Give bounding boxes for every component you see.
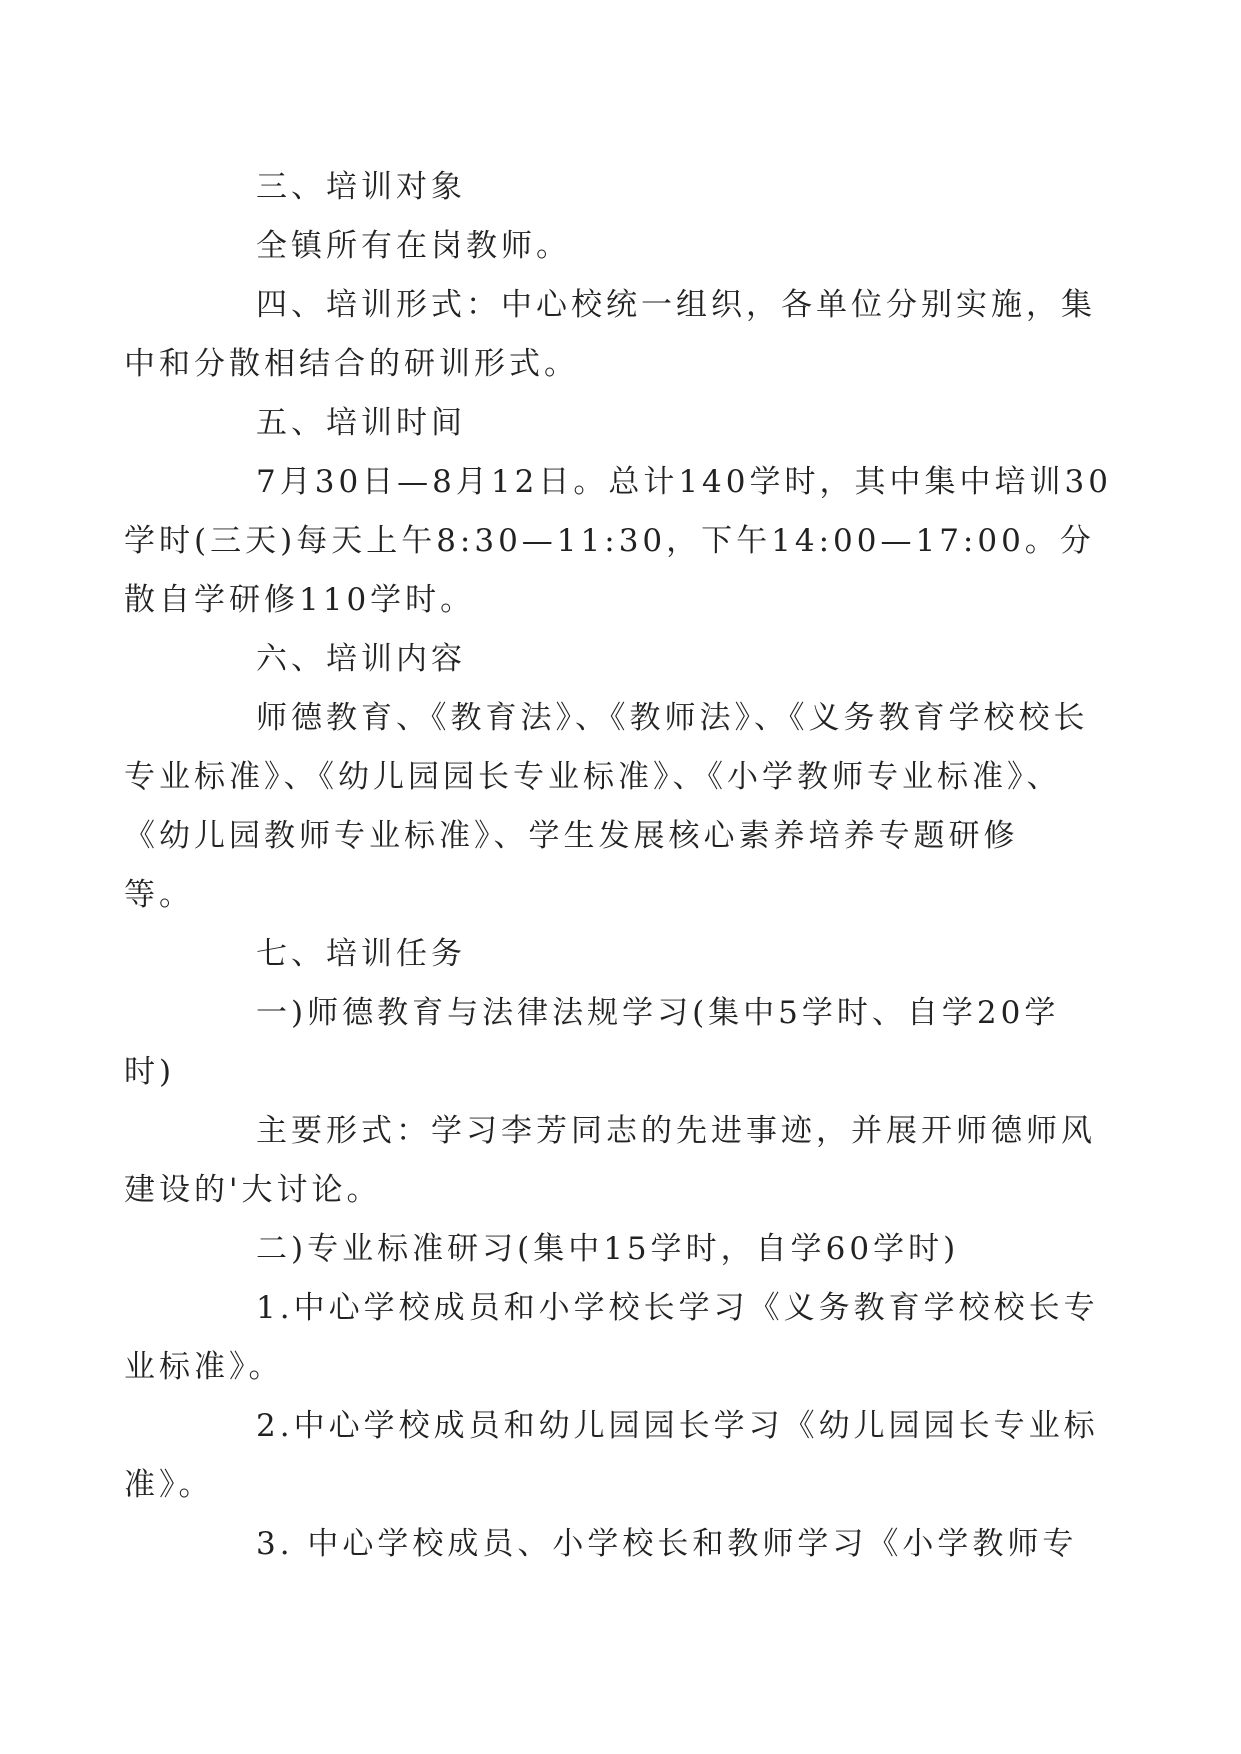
heading-training-content	[190, 630, 1060, 689]
text-line: 2.中心学校成员和幼儿园园长学习《幼儿园园长专业标	[256, 1408, 1099, 1444]
text-line: 学时(三天)每天上午8:30—11:30，下午14:00—17:00。分	[124, 523, 1095, 559]
text-line: 《幼儿园教师专业标准》、学生发展核心素养培养专题研修	[124, 818, 1019, 854]
text-line: 四、培训形式：中心校统一组织，各单位分别实施，集	[256, 287, 1096, 323]
text-line: 建设的'大讨论。	[124, 1172, 382, 1208]
heading-training-tasks	[190, 925, 1060, 984]
list-item-3	[190, 1515, 1078, 1574]
text-line: 准》。	[124, 1467, 214, 1503]
subheading-standards-study	[190, 1220, 1060, 1279]
list-item-1	[124, 1279, 1099, 1397]
list-item-2	[124, 1397, 1099, 1515]
text-line: 散自学研修110学时。	[124, 582, 476, 618]
heading-training-targets	[190, 158, 1060, 217]
text-line: 六、培训内容	[256, 641, 466, 677]
text-line: 师德教育、《教育法》、《教师法》、《义务教育学校校长	[256, 700, 1089, 736]
text-line: 3. 中心学校成员、小学校长和教师学习《小学教师专	[256, 1526, 1078, 1562]
text-line: 三、培训对象	[256, 169, 466, 205]
text-line: 中和分散相结合的研训形式。	[124, 346, 579, 382]
text-line: 一)师德教育与法律法规学习(集中5学时、自学20学	[256, 995, 1060, 1031]
text-line: 等。	[124, 877, 194, 913]
text-line: 业标准》。	[124, 1349, 284, 1385]
text-line: 五、培训时间	[256, 405, 466, 441]
text-line: 全镇所有在岗教师。	[256, 228, 571, 264]
paragraph-training-targets	[190, 217, 1060, 276]
text-line: 1.中心学校成员和小学校长学习《义务教育学校校长专	[256, 1290, 1099, 1326]
text-line: 七、培训任务	[256, 936, 466, 972]
text-line: 专业标准》、《幼儿园园长专业标准》、《小学教师专业标准》、	[124, 759, 1062, 795]
document-body	[124, 158, 1112, 1574]
text-line: 时)	[124, 1054, 176, 1090]
paragraph-training-content	[124, 689, 1089, 925]
paragraph-training-time	[124, 453, 1112, 630]
text-line: 7月30日—8月12日。总计140学时，其中集中培训30	[256, 464, 1112, 500]
heading-training-time	[190, 394, 1060, 453]
subheading-ethics-law	[124, 984, 1060, 1102]
paragraph-training-format	[124, 276, 1096, 394]
text-line: 二)专业标准研习(集中15学时，自学60学时)	[256, 1231, 960, 1267]
paragraph-main-form	[124, 1102, 1096, 1220]
text-line: 主要形式：学习李芳同志的先进事迹，并展开师德师风	[256, 1113, 1096, 1149]
